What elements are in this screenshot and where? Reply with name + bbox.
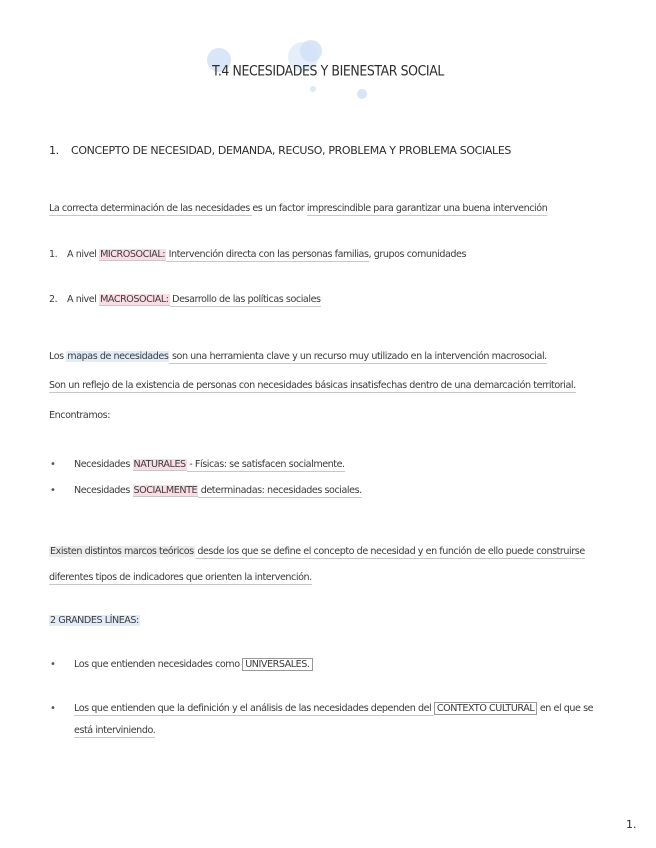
decorative-circle <box>357 89 367 99</box>
bullet-text: Los que entienden necesidades como <box>74 659 243 670</box>
list-number: 2. <box>49 294 58 305</box>
bullet-text: Los que entienden que la definición y el análisis de las necesidades dependen del <box>74 703 434 714</box>
bullet-item-contexto <box>74 703 593 714</box>
decorative-circle <box>310 86 316 92</box>
list-text: Desarrollo de las políticas sociales <box>169 294 321 305</box>
bullet-text: - Físicas: se satisfacen socialmente. <box>186 459 345 470</box>
bullet-text: está interviniendo. <box>74 725 156 736</box>
maps-paragraph <box>49 351 547 362</box>
bullet-text: Necesidades <box>74 485 133 496</box>
bullet-item-contexto-cont <box>74 725 155 736</box>
intro-text: imprescindible para garantizar una buena intervención <box>306 203 548 214</box>
list-number: 1. <box>49 249 58 260</box>
list-item-microsocial <box>49 249 466 260</box>
bullet-text: Necesidades <box>74 459 133 470</box>
bullet-glyph: • <box>50 659 56 670</box>
intro-paragraph <box>49 203 547 214</box>
paragraph-text: diferentes tipos de indicadores que orienten la intervención. <box>49 572 312 583</box>
grandes-lineas-heading <box>49 615 140 626</box>
list-item-macrosocial <box>49 294 321 305</box>
bullet-glyph: • <box>50 459 56 470</box>
bullet-text: determinadas: necesidades sociales. <box>198 485 362 496</box>
paragraph-text: Los <box>49 351 67 362</box>
list-text: A nivel <box>67 249 100 260</box>
highlight-macrosocial: MACROSOCIAL: <box>100 294 169 305</box>
intro-text: es un factor <box>252 203 307 214</box>
paragraph-text: desde los que se define el concepto de necesidad y en función de ello puede construirse <box>194 546 585 557</box>
list-text: , grupos comunidades <box>368 249 467 260</box>
highlight-microsocial: MICROSOCIAL: <box>100 249 165 260</box>
encontramos-text: Encontramos: <box>49 410 110 421</box>
highlight-marcos: Existen distintos marcos teóricos <box>50 546 194 557</box>
section-number: 1. <box>49 144 59 157</box>
bullet-glyph: • <box>50 703 56 714</box>
reflect-paragraph <box>49 380 576 391</box>
highlight-mapas: mapas de necesidades <box>67 351 169 362</box>
paragraph-text: Son un reflejo de la existencia de personas con necesidades básicas insatisfechas dentro de una demarcación territorial. <box>49 380 576 391</box>
section-heading <box>49 144 511 157</box>
bullet-item-naturales <box>74 459 345 470</box>
highlight-grandes-lineas: 2 GRANDES LÍNEAS: <box>50 615 139 626</box>
section-heading-text: CONCEPTO DE NECESIDAD, DEMANDA, RECUSO, PROBLEMA Y PROBLEMA SOCIALES <box>71 144 512 157</box>
bullet-item-universales <box>74 659 313 670</box>
bullet-glyph: • <box>50 485 56 496</box>
bullet-item-socialmente <box>74 485 362 496</box>
page-title: T.4 NECESIDADES Y BIENESTAR SOCIAL <box>212 61 444 80</box>
list-text: A nivel <box>67 294 100 305</box>
highlight-socialmente: SOCIALMENTE <box>133 485 198 496</box>
marcos-paragraph <box>49 546 585 557</box>
decorative-circle <box>300 40 322 62</box>
boxed-contexto-cultural: CONTEXTO CULTURAL <box>434 702 537 715</box>
highlight-naturales: NATURALES <box>133 459 186 470</box>
page-number: 1. <box>626 818 637 831</box>
paragraph-text: son una herramienta clave y un recurso muy utilizado en la intervención macrosocial. <box>169 351 547 362</box>
list-text: Intervención directa con las personas familias <box>166 249 369 260</box>
boxed-universales: UNIVERSALES. <box>242 658 312 671</box>
bullet-text: en el que se <box>537 703 594 714</box>
intro-text: La correcta determinación de las necesidades <box>49 203 253 214</box>
marcos-paragraph-cont <box>49 572 312 583</box>
